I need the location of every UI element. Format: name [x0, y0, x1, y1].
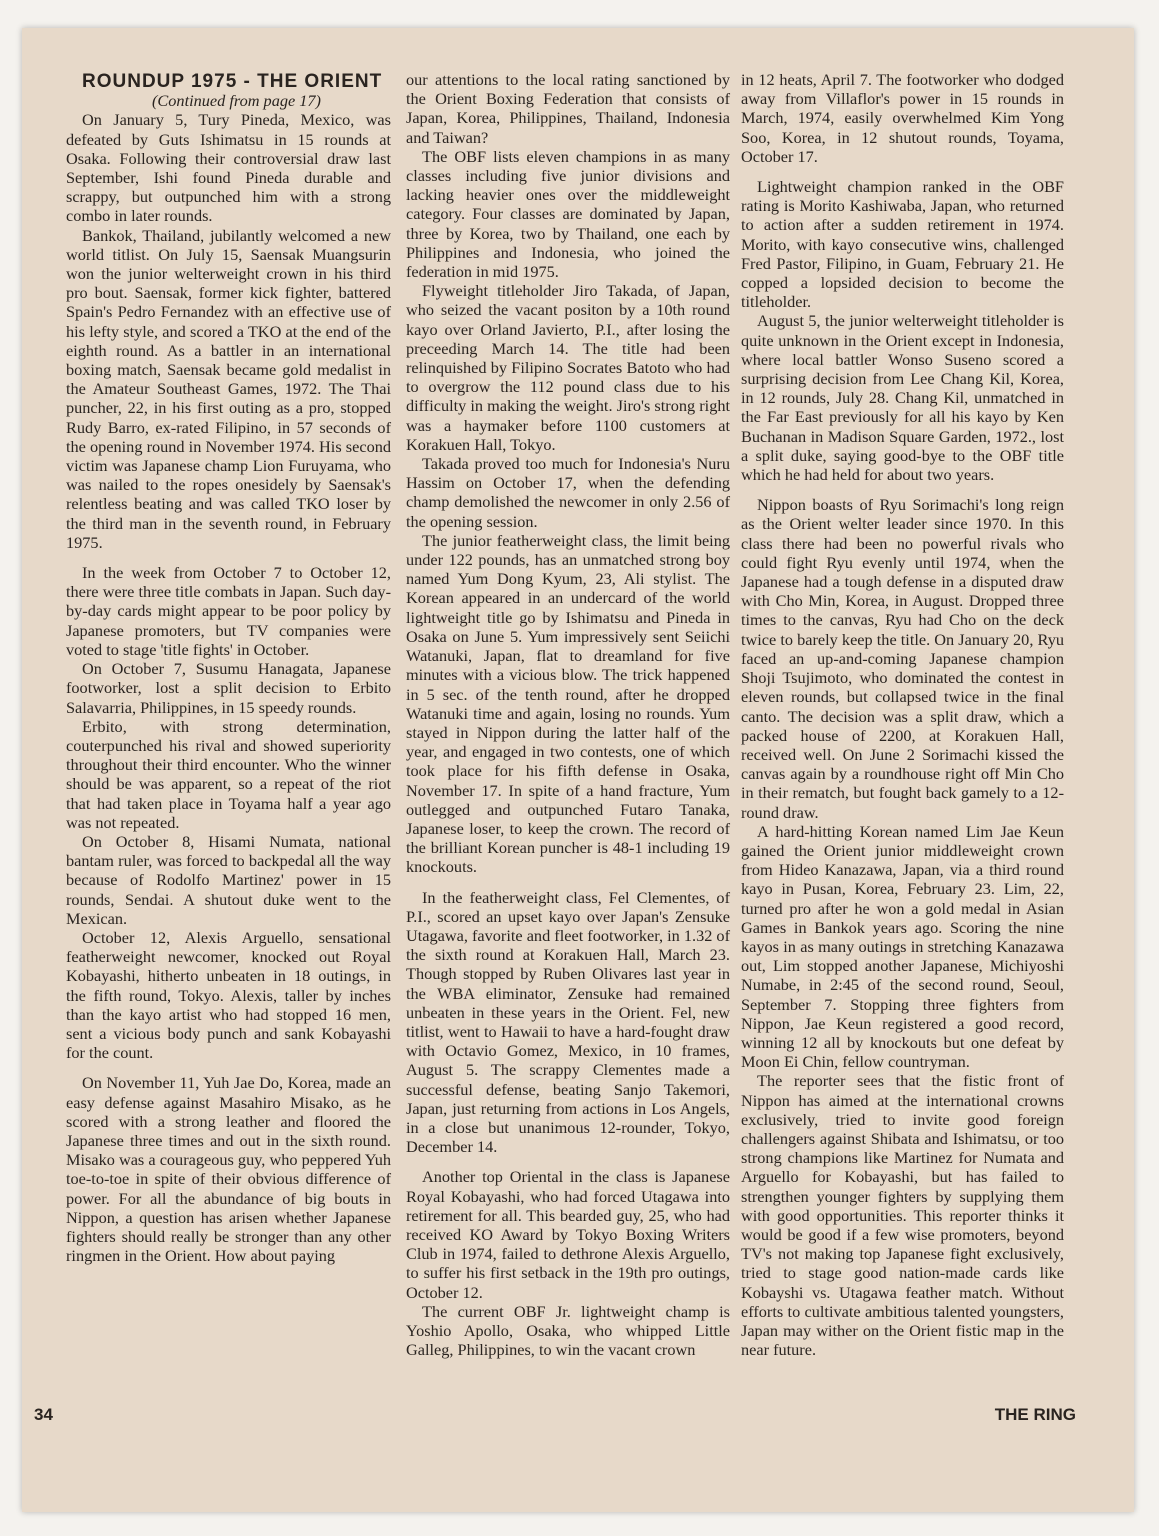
article-paragraph: our attentions to the local rating sanctioned by the Orient Boxing Federation that consists of Japan, Korea, Philippines, Thailand, Indonesia and Taiwan? [406, 70, 730, 147]
article-column-3 [741, 70, 1064, 1465]
article-paragraph: In the featherweight class, Fel Clementes, of P.I., scored an upset kayo over Japan's Zensuke Utagawa, favorite and fleet footworker, in 1.32 of the sixth round at Korakuen Hall, March 23. Though stopped by Ruben Olivares last year in the WBA eliminator, Zensuke had remained unbeaten in these years in the Orient. Fel, new titlist, went to Hawaii to have a hard-fought draw with Octavio Gomez, Mexico, in 10 frames, August 5. The scrappy Clementes made a successful defense, beating Sanjo Takemori, Japan, just returning from actions in Los Angels, in a close but unanimous 12-rounder, Tokyo, December 14. [406, 887, 730, 1157]
article-paragraph: On October 8, Hisami Numata, national bantam ruler, was forced to backpedal all the way because of Rodolfo Martinez' power in 15 rounds, Sendai. A shutout duke went to the Mexican. [66, 831, 391, 928]
article-paragraph: Takada proved too much for Indonesia's Nuru Hassim on October 17, when the defending champ demolished the newcomer in only 2.56 of the opening session. [406, 454, 730, 531]
article-paragraph: A hard-hitting Korean named Lim Jae Keun gained the Orient junior middleweight crown from Hideo Kanazawa, Japan, via a third round kayo in Pusan, Korea, February 23. Lim, 22, turned pro after he won a gold medal in Asian Games in Bankok years ago. Scoring the nine kayos in as many outings in stretching Kanazawa out, Lim stopped another Japanese, Michiyoshi Numabe, in 2:45 of the second round, Seoul, September 7. Stopping three fighters from Nippon, Jae Keun registered a good record, winning 12 all by knockouts but one defeat by Moon Ei Chin, fellow countryman. [741, 821, 1064, 1072]
article-paragraph: The OBF lists eleven champions in as many classes including five junior divisions and lacking heavier ones over the middleweight category. Four classes are dominated by Japan, three by Korea, two by Thailand, one each by Philippines and Indonesia, who joined the federation in mid 1975. [406, 146, 730, 282]
continued-note: (Continued from page 17) [152, 91, 321, 111]
article-headline: ROUNDUP 1975 - THE ORIENT [82, 71, 383, 92]
article-column-2 [406, 70, 730, 1465]
article-paragraph: The current OBF Jr. lightweight champ is Yoshio Apollo, Osaka, who whipped Little Galleg, Philippines, to win the vacant crown [406, 1301, 730, 1360]
article-paragraph: Bankok, Thailand, jubilantly welcomed a new world titlist. On July 15, Saensak Muangsurin won the junior welterweight crown in his third pro bout. Saensak, former kick fighter, battered Spain's Pedro Fernandez with an effective use of his lefty style, and scored a TKO at the end of the eighth round. As a battler in an international boxing match, Saensak became gold medalist in the Amateur Southeast Games, 1972. The Thai puncher, 22, in his first outing as a pro, stopped Rudy Barro, ex-rated Filipino, in 57 seconds of the opening round in November 1974. His second victim was Japanese champ Lion Furuyama, who was nailed to the ropes onesidely by Saensak's relentless beating and was called TKO loser by the third man in the seventh round, in February 1975. [66, 225, 391, 552]
article-paragraph: On November 11, Yuh Jae Do, Korea, made an easy defense against Masahiro Misako, as he scored with a strong leather and floored the Japanese three times and out in the sixth round. Misako was a courageous guy, who peppered Yuh toe-to-toe in spite of their obvious difference of power. For all the abundance of big bouts in Nippon, a question has arisen whether Japanese fighters should really be stronger than any other ringmen in the Orient. How about paying [66, 1073, 391, 1266]
article-paragraph: Another top Oriental in the class is Japanese Royal Kobayashi, who had forced Utagawa into retirement for all. This bearded guy, 25, who had received KO Award by Tokyo Boxing Writers Club in 1974, failed to dethrone Alexis Arguello, to suffer his first setback in the 19th pro outings, October 12. [406, 1167, 730, 1302]
magazine-page [22, 28, 1134, 1512]
article-paragraph: The junior featherweight class, the limit being under 122 pounds, has an unmatched strong boy named Yum Dong Kyum, 23, Ali stylist. The Korean appeared in an undercard of the world lightweight title go by Ishimatsu and Pineda in Osaka on June 5. Yum impressively sent Seiichi Watanuki, Japan, flat to dreamland for five minutes with a vicious blow. The trick happened in 5 sec. of the tenth round, after he dropped Watanuki time and again, losing no rounds. Yum stayed in Nippon during the latter half of the year, and engaged in two contests, one of which took place for his fifth defense in Osaka, November 17. In spite of a hand fracture, Yum outlegged and outpunched Futaro Tanaka, Japanese loser, to keep the crown. The record of the brilliant Korean puncher is 48-1 including 19 knockouts. [406, 530, 730, 877]
article-paragraph: Lightweight champion ranked in the OBF rating is Morito Kashiwaba, Japan, who returned to action after a sudden retirement in 1974. Morito, with kayo consecutive wins, challenged Fred Pastor, Filipino, in Guam, February 21. He copped a lopsided decision to become the titleholder. [741, 177, 1064, 312]
article-paragraph: Nippon boasts of Ryu Sorimachi's long reign as the Orient welter leader since 1970. In this class there had been no powerful rivals who could fight Ryu evenly until 1974, when the Japanese had a tough defense in a disputed draw with Cho Min, Korea, in August. Dropped three times to the canvas, Ryu had Cho on the deck twice to barely keep the title. On January 20, Ryu faced an up-and-coming Japanese champion Shoji Tsujimoto, who dominated the contest in eleven rounds, but collapsed twice in the final canto. The decision was a split draw, which a packed house of 2200, at Korakuen Hall, received well. On June 2 Sorimachi kissed the canvas again by a roundhouse right off Min Cho in their rematch, but fought back gamely to a 12-round draw. [741, 495, 1064, 822]
article-paragraph: Flyweight titleholder Jiro Takada, of Japan, who seized the vacant positon by a 10th round kayo over Orland Javierto, P.I., after losing the preceeding March 14. The title had been relinquished by Filipino Socrates Batoto who had to overgrow the 112 pound class due to his difficulty in making the weight. Jiro's strong right was a haymaker before 1100 customers at Korakuen Hall, Tokyo. [406, 281, 730, 454]
article-paragraph: On January 5, Tury Pineda, Mexico, was defeated by Guts Ishimatsu in 15 rounds at Osaka. Following their controversial draw last September, Ishi found Pineda durable and scrappy, but outpunched him with a strong combo in later rounds. [66, 110, 391, 226]
article-paragraph: August 5, the junior welterweight titleholder is quite unknown in the Orient except in Indonesia, where local battler Wonso Suseno scored a surprising decision from Lee Chang Kil, Korea, in 12 rounds, July 28. Chang Kil, unmatched in the Far East previously for all his kayo by Ken Buchanan in Madison Square Garden, 1972., lost a split duke, saying good-bye to the OBF title which he had held for about two years. [741, 311, 1064, 485]
magazine-name: THE RING [994, 1405, 1076, 1424]
article-paragraph: The reporter sees that the fistic front of Nippon has aimed at the international crowns exclusively, tried to invite good foreign challengers against Shibata and Ishimatsu, or too strong champions like Martinez for Numata and Arguello for Kobayashi, but has failed to strengthen younger fighters by supplying them with good opportunities. This reporter thinks it would be good if a few wise promoters, beyond TV's not making top Japanese fight exclusively, tried to stage good nation-made cards like Kobayshi vs. Utagawa feather match. Without efforts to cultivate ambitious talented youngsters, Japan may wither on the Orient fistic map in the near future. [741, 1071, 1064, 1360]
page-number: 34 [34, 1405, 53, 1424]
article-column-1 [66, 72, 391, 1467]
article-paragraph: On October 7, Susumu Hanagata, Japanese footworker, lost a split decision to Erbito Salavarria, Philippines, in 15 speedy rounds. [66, 659, 391, 717]
article-paragraph: October 12, Alexis Arguello, sensational featherweight newcomer, knocked out Royal Kobayashi, hitherto unbeaten in 18 outings, in the fifth round, Tokyo. Alexis, taller by inches than the kayo artist who had stopped 16 men, sent a vicious body punch and sank Kobayashi for the count. [66, 927, 391, 1063]
article-paragraph: In the week from October 7 to October 12, there were three title combats in Japan. Such day-by-day cards might appear to be poor policy by Japanese promoters, but TV companies were voted to stage 'title fights' in October. [66, 563, 391, 659]
article-paragraph: in 12 heats, April 7. The footworker who dodged away from Villaflor's power in 15 rounds in March, 1974, easily overwhelmed Kim Yong Soo, Korea, in 12 shutout rounds, Toyama, October 17. [741, 70, 1064, 166]
article-paragraph: Erbito, with strong determination, couterpunched his rival and showed superiority throughout their third encounter. Who the winner should be was apparent, so a repeat of the riot that had taken place in Toyama half a year ago was not repeated. [66, 716, 391, 832]
